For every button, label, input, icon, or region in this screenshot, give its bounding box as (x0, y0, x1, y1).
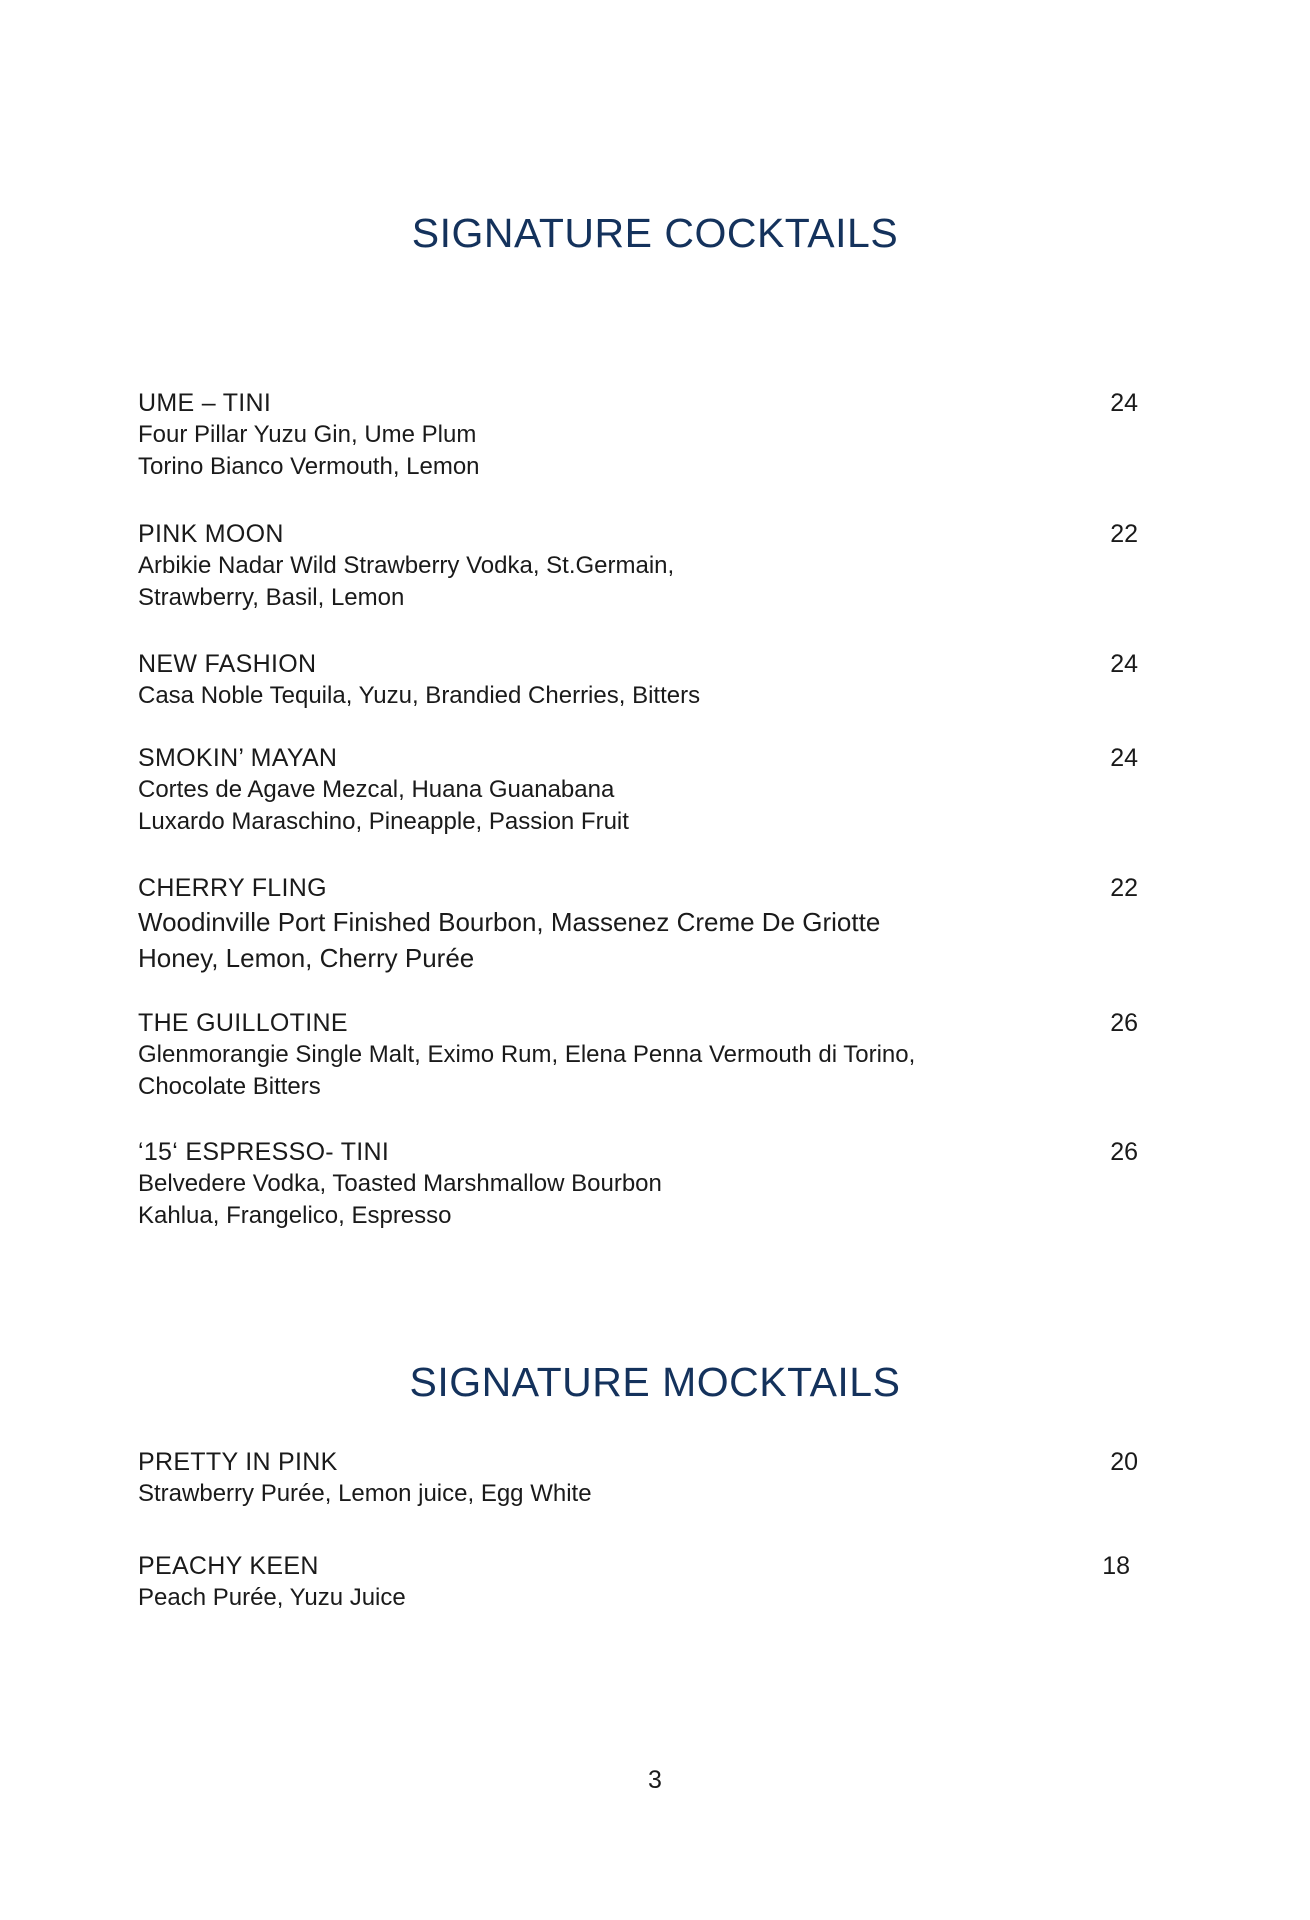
item-description: Chocolate Bitters (138, 1073, 321, 1100)
item-description: Arbikie Nadar Wild Strawberry Vodka, St.Germain, (138, 552, 675, 579)
cocktails-section-title: SIGNATURE COCKTAILS (411, 210, 899, 256)
menu-item-new-fashion (138, 648, 1138, 712)
mocktails-section-title: SIGNATURE MOCKTAILS (409, 1359, 901, 1405)
item-description: Honey, Lemon, Cherry Purée (138, 943, 475, 973)
item-price: 18 (1102, 1552, 1130, 1580)
page-number: 3 (648, 1766, 662, 1794)
item-description: Luxardo Maraschino, Pineapple, Passion Fruit (138, 808, 629, 835)
item-price: 22 (1110, 520, 1138, 548)
item-name: CHERRY FLING (138, 874, 327, 902)
item-description: Cortes de Agave Mezcal, Huana Guanabana (138, 776, 615, 803)
item-description: Belvedere Vodka, Toasted Marshmallow Bourbon (138, 1170, 662, 1197)
item-price: 20 (1110, 1448, 1138, 1476)
item-name: NEW FASHION (138, 650, 317, 678)
item-description: Torino Bianco Vermouth, Lemon (138, 453, 480, 480)
menu-item-cherry-fling (138, 872, 1138, 976)
menu-item-ume-tini (138, 387, 1138, 483)
item-name: SMOKIN’ MAYAN (138, 744, 338, 772)
item-price: 24 (1110, 650, 1138, 678)
item-name: THE GUILLOTINE (138, 1009, 348, 1037)
item-price: 22 (1110, 874, 1138, 902)
menu-item-the-guillotine (138, 1007, 1138, 1103)
item-description: Strawberry Purée, Lemon juice, Egg White (138, 1480, 592, 1507)
menu-item-pretty-in-pink (138, 1446, 1138, 1510)
item-description: Casa Noble Tequila, Yuzu, Brandied Cherries, Bitters (138, 682, 701, 709)
menu-item-pink-moon (138, 518, 1138, 614)
item-description: Kahlua, Frangelico, Espresso (138, 1202, 452, 1229)
item-price: 26 (1110, 1138, 1138, 1166)
menu-item-smokin-mayan (138, 742, 1138, 838)
item-price: 24 (1110, 389, 1138, 417)
item-price: 24 (1110, 744, 1138, 772)
item-description: Glenmorangie Single Malt, Eximo Rum, Elena Penna Vermouth di Torino, (138, 1041, 916, 1068)
item-name: PEACHY KEEN (138, 1552, 319, 1580)
item-price: 26 (1110, 1009, 1138, 1037)
item-description: Woodinville Port Finished Bourbon, Massenez Creme De Griotte (138, 907, 881, 937)
item-name: UME – TINI (138, 389, 272, 417)
item-description: Four Pillar Yuzu Gin, Ume Plum (138, 421, 477, 448)
item-name: PINK MOON (138, 520, 284, 548)
menu-item-peachy-keen (138, 1550, 1138, 1614)
item-description: Peach Purée, Yuzu Juice (138, 1584, 406, 1611)
item-name: PRETTY IN PINK (138, 1448, 338, 1476)
item-description: Strawberry, Basil, Lemon (138, 584, 405, 611)
item-name: ‘15‘ ESPRESSO- TINI (138, 1138, 390, 1166)
menu-item-espresso-tini (138, 1136, 1138, 1232)
